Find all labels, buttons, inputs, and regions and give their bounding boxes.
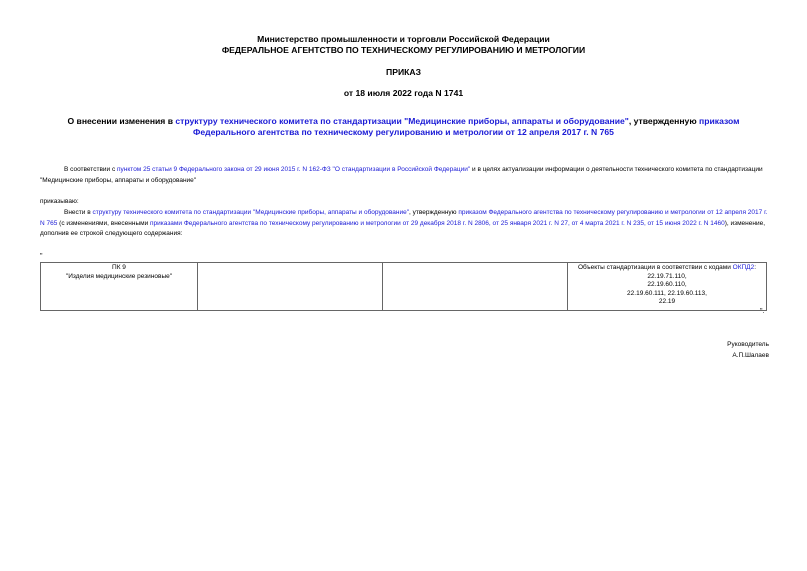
body-link-order[interactable]: приказом Федерального агентства по техническому регулированию и метрологии от 12 апреля 2017 г. N 765	[40, 209, 768, 227]
body-text-4: ), изменение, дополнив ее строкой следующего содержания:	[40, 219, 766, 237]
preamble-text-1: В соответствии с	[64, 166, 118, 173]
objects-suffix: :	[754, 264, 757, 271]
order-word: приказываю:	[40, 198, 79, 205]
objects-cell	[568, 263, 767, 311]
code-item: 22.19.60.111, 22.19.60.113,	[627, 289, 707, 297]
body-text-1: Внести в	[64, 209, 93, 216]
signature-position: Руководитель	[727, 341, 769, 348]
code-item: 22.19.60.110,	[647, 281, 687, 288]
ministry-name: Министерство промышленности и торговли Российской Федерации	[257, 34, 550, 44]
body-link-amendments[interactable]: приказами Федерального агентства по техническому регулированию и метрологии от 29 декабря 2018 г. N 2806, от 25 января 2021 г. N 27, от 4 марта 2021 г. N 235, от 15 июня 2022 г. N 1460	[150, 219, 725, 227]
amendment-table	[40, 262, 767, 311]
document-type: ПРИКАЗ	[386, 67, 421, 77]
document-title	[40, 116, 767, 138]
preamble-paragraph	[40, 165, 770, 186]
title-text-1: О внесении изменения в	[67, 116, 176, 126]
title-link-structure[interactable]: структуру технического комитета по стандартизации "Медицинские приборы, аппараты и оборудование"	[175, 116, 629, 126]
empty-cell-2	[198, 263, 383, 311]
quote-open: "	[40, 253, 43, 260]
title-link-order[interactable]: приказом Федерального агентства по техническому регулированию и метрологии от 12 апреля 2017 г. N 765	[193, 116, 740, 137]
code-item: 22.19.71.110,	[647, 272, 687, 280]
code-item: 22.19	[658, 298, 676, 305]
body-text-2: , утвержденную	[409, 209, 459, 216]
body-paragraph	[40, 208, 770, 240]
body-text-3: (с изменениями, внесенными	[57, 219, 151, 227]
committee-cell	[41, 263, 198, 311]
committee-code: ПК 9	[112, 264, 126, 271]
objects-heading	[570, 264, 764, 273]
document-date-number: от 18 июля 2022 года N 1741	[343, 88, 464, 98]
body-link-structure[interactable]: структуру технического комитета по стандартизации "Медицинские приборы, аппараты и оборудование"	[92, 209, 410, 216]
empty-cell-3	[383, 263, 568, 311]
table-row	[41, 263, 767, 311]
quote-close: ".	[760, 308, 765, 315]
preamble-text-2: и в целях актуализации информации о деятельности технического комитета по стандартизации "Медицинские приборы, аппараты и оборудование"	[40, 166, 763, 184]
preamble-link-law[interactable]: пунктом 25 статьи 9 Федерального закона от 29 июня 2015 г. N 162-ФЗ "О стандартизации в Российской Федерации"	[117, 166, 471, 173]
signature-name: А.П.Шалаев	[732, 352, 769, 359]
title-text-2: , утвержденную	[628, 116, 700, 126]
objects-prefix: Объекты стандартизации в соответствии с кодами	[577, 264, 733, 271]
committee-name: "Изделия медицинские резиновые"	[65, 272, 173, 280]
okpd2-link[interactable]: ОКПД2	[732, 264, 755, 271]
agency-name: ФЕДЕРАЛЬНОЕ АГЕНТСТВО ПО ТЕХНИЧЕСКОМУ РЕГУЛИРОВАНИЮ И МЕТРОЛОГИИ	[221, 45, 586, 55]
